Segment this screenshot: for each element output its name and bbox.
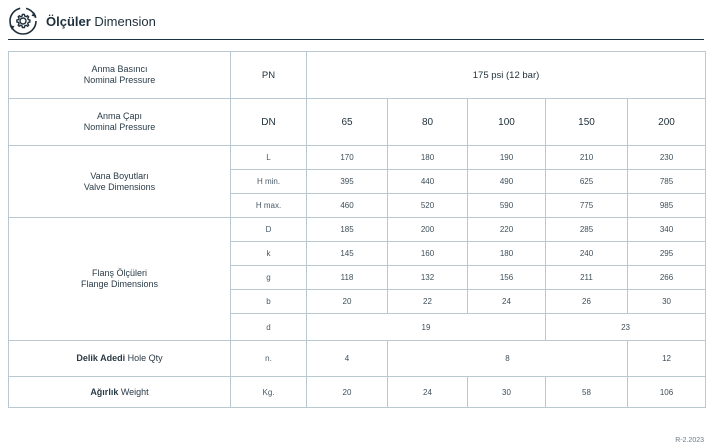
cell-value: 12 — [628, 341, 706, 377]
nominal-diameter-label — [9, 99, 231, 146]
cell-value: 22 — [388, 290, 468, 314]
cell-value: 295 — [628, 242, 706, 266]
cell-value: 106 — [628, 377, 706, 408]
title-rest: Dimension — [90, 13, 156, 29]
cell-value: 230 — [628, 146, 706, 170]
cell-value: 118 — [307, 266, 388, 290]
title-bold: Ölçüler — [46, 13, 91, 29]
row-key: b — [231, 290, 307, 314]
cell-value: 210 — [546, 146, 628, 170]
row-key: d — [231, 314, 307, 341]
cell-value: 170 — [307, 146, 388, 170]
cell-value: 460 — [307, 194, 388, 218]
row-key: n. — [231, 341, 307, 377]
dn-size: 200 — [628, 99, 706, 146]
cell-value: 24 — [468, 290, 546, 314]
cell-value: 30 — [468, 377, 546, 408]
dn-key: DN — [231, 99, 307, 146]
table-row — [9, 218, 706, 242]
cell-value: 19 — [307, 314, 546, 341]
row-key: Kg. — [231, 377, 307, 408]
cell-value: 24 — [388, 377, 468, 408]
hole-qty-label — [9, 341, 231, 377]
weight-tr: Ağırlık — [90, 386, 119, 397]
row-key: H min. — [231, 170, 307, 194]
weight-en: Weight — [118, 386, 149, 397]
cell-value: 180 — [468, 242, 546, 266]
cell-value: 440 — [388, 170, 468, 194]
cell-value: 180 — [388, 146, 468, 170]
cell-value: 240 — [546, 242, 628, 266]
cell-value: 785 — [628, 170, 706, 194]
cell-value: 340 — [628, 218, 706, 242]
nominal-pressure-en: Nominal Pressure — [83, 75, 156, 85]
cell-value: 30 — [628, 290, 706, 314]
cell-value: 590 — [468, 194, 546, 218]
cell-value: 132 — [388, 266, 468, 290]
cell-value: 20 — [307, 377, 388, 408]
cell-value: 20 — [307, 290, 388, 314]
cell-value: 220 — [468, 218, 546, 242]
row-key: g — [231, 266, 307, 290]
cell-value: 23 — [546, 314, 706, 341]
nominal-pressure-tr: Anma Basıncı — [91, 64, 148, 74]
cell-value: 8 — [388, 341, 628, 377]
gear-cycle-icon — [8, 6, 38, 36]
cell-value: 775 — [546, 194, 628, 218]
table-row-nominal-pressure — [9, 52, 706, 99]
page-header — [8, 4, 156, 38]
table-row — [9, 146, 706, 170]
dn-size: 100 — [468, 99, 546, 146]
cell-value: 266 — [628, 266, 706, 290]
hole-qty-en: Hole Qty — [125, 353, 163, 363]
cell-value: 26 — [546, 290, 628, 314]
page-title — [46, 14, 156, 29]
cell-value: 185 — [307, 218, 388, 242]
header-rule — [8, 39, 704, 40]
nominal-diameter-en: Nominal Pressure — [83, 122, 156, 132]
valve-dimensions-en: Valve Dimensions — [83, 181, 156, 192]
table-row-nominal-diameter — [9, 99, 706, 146]
cell-value: 490 — [468, 170, 546, 194]
row-key: k — [231, 242, 307, 266]
cell-value: 4 — [307, 341, 388, 377]
table-row-hole-qty — [9, 341, 706, 377]
cell-value: 625 — [546, 170, 628, 194]
flange-dimensions-tr: Flanş Ölçüleri — [91, 268, 147, 278]
cell-value: 156 — [468, 266, 546, 290]
nominal-diameter-tr: Anma Çapı — [96, 111, 143, 121]
pn-key: PN — [231, 52, 307, 99]
cell-value: 160 — [388, 242, 468, 266]
cell-value: 190 — [468, 146, 546, 170]
nominal-pressure-label — [9, 52, 231, 99]
weight-label — [9, 377, 231, 408]
dn-size: 150 — [546, 99, 628, 146]
cell-value: 58 — [546, 377, 628, 408]
dimension-table — [8, 51, 706, 408]
cell-value: 985 — [628, 194, 706, 218]
cell-value: 520 — [388, 194, 468, 218]
cell-value: 200 — [388, 218, 468, 242]
cell-value: 211 — [546, 266, 628, 290]
dn-size: 80 — [388, 99, 468, 146]
valve-dimensions-tr: Vana Boyutları — [90, 170, 149, 181]
hole-qty-tr: Delik Adedi — [76, 353, 126, 363]
revision-label: R-2.2023 — [675, 437, 704, 444]
valve-dimensions-label — [9, 146, 231, 218]
flange-dimensions-label — [9, 218, 231, 341]
pn-value: 175 psi (12 bar) — [307, 52, 706, 99]
row-key: L — [231, 146, 307, 170]
row-key: D — [231, 218, 307, 242]
cell-value: 285 — [546, 218, 628, 242]
row-key: H max. — [231, 194, 307, 218]
flange-dimensions-en: Flange Dimensions — [80, 279, 159, 289]
table-row-weight — [9, 377, 706, 408]
dn-size: 65 — [307, 99, 388, 146]
cell-value: 145 — [307, 242, 388, 266]
cell-value: 395 — [307, 170, 388, 194]
